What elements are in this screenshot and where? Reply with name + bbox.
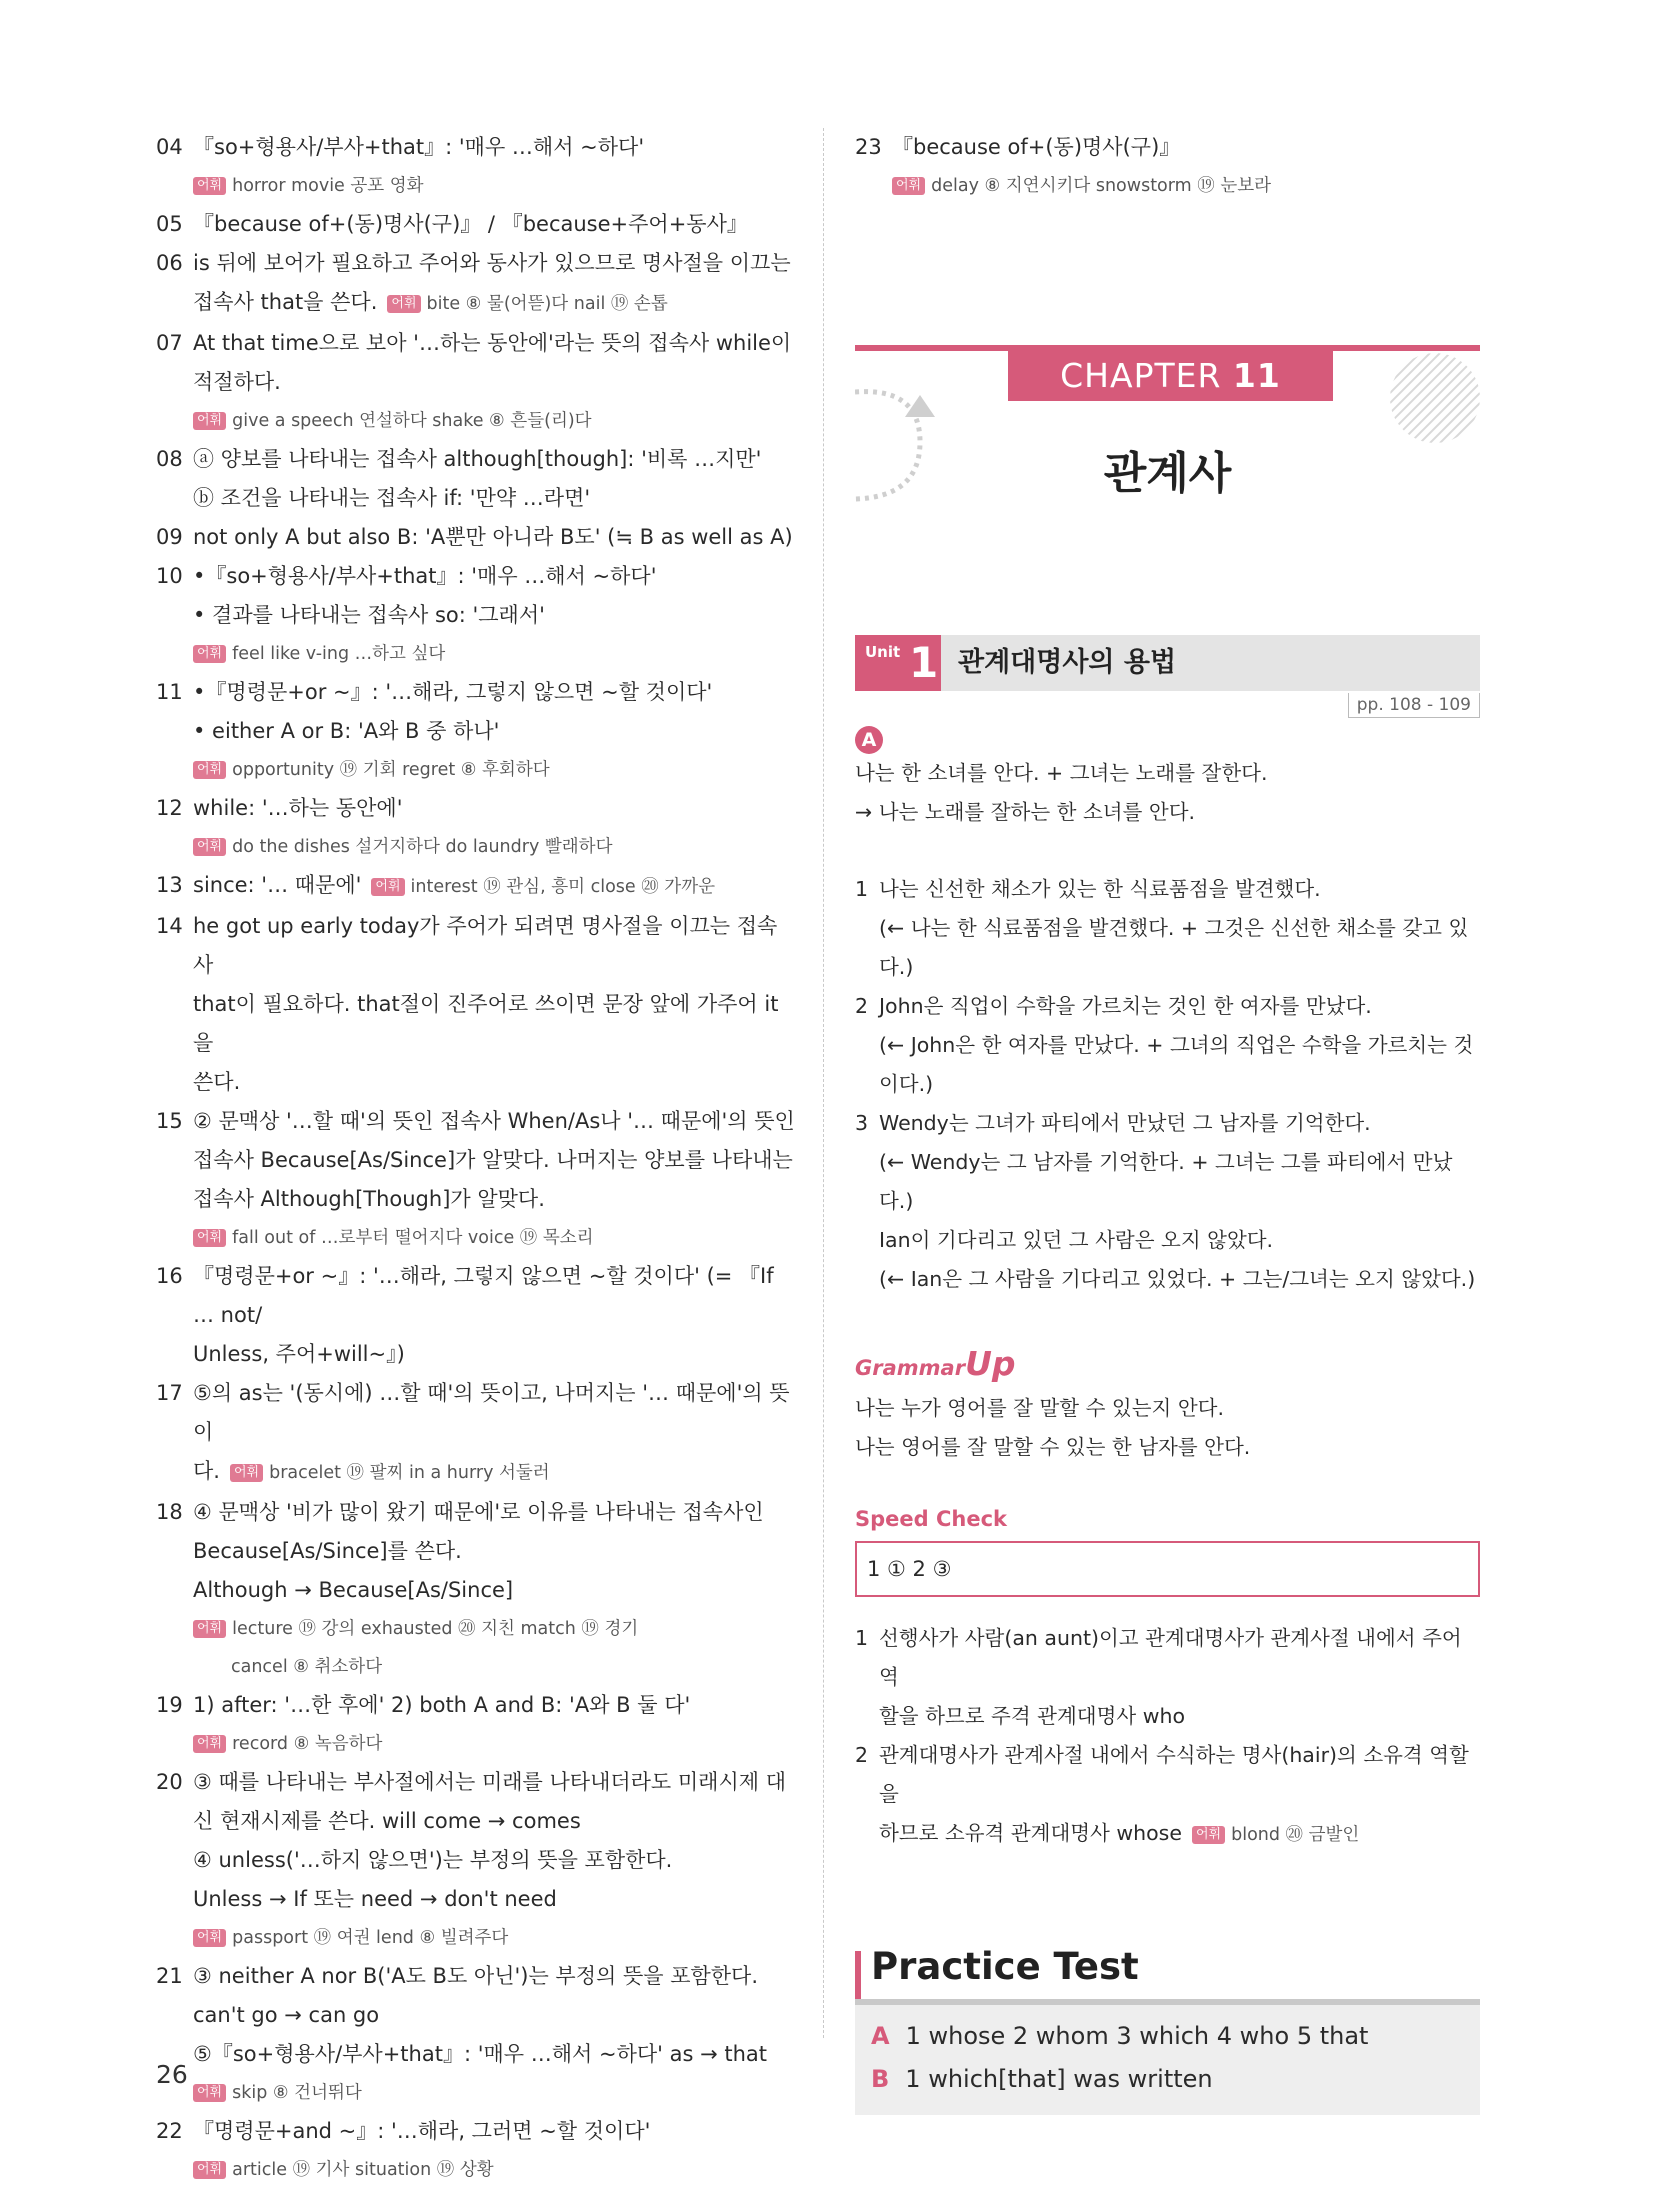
answer-line: 신 현재시제를 쓴다. will come → comes <box>193 1809 581 1833</box>
chapter-title: 관계사 <box>1103 448 1232 499</box>
practice-accent-bar <box>855 1951 861 1999</box>
answer-19 <box>156 1686 796 1725</box>
answer-line: since: '… 때문에' 어휘 interest ⑲ 관심, 흥미 close ⑳ 가까운 <box>193 873 716 897</box>
item-line: (← Wendy는 그 남자를 기억한다. + 그녀는 그를 파티에서 만났 <box>879 1150 1453 1174</box>
item-line: (← Ian은 그 사람을 기다리고 있었다. + 그는/그녀는 오지 않았다.) <box>879 1267 1476 1291</box>
right-column <box>855 128 1480 2115</box>
answer-number: 08 <box>156 447 183 471</box>
answer-line: Although → Because[As/Since] <box>193 1578 514 1602</box>
answer-number: 07 <box>156 331 183 355</box>
vocab-line <box>156 828 796 866</box>
hatch-decoration-icon <box>1390 353 1480 443</box>
unit-number: 1 <box>909 638 939 687</box>
answer-20 <box>156 1763 796 1919</box>
answer-line: Unless → If 또는 need → don't need <box>193 1887 557 1911</box>
answer-line: ⑤『so+형용사/부사+that』: '매우 …해서 ~하다' as → that <box>193 2042 767 2066</box>
vocab-tag: 어휘 <box>193 645 226 663</box>
unit-title: 관계대명사의 용법 <box>958 647 1177 678</box>
answer-16 <box>156 1257 796 1374</box>
answer-line: 『because of+(동)명사(구)』 <box>892 135 1181 159</box>
answer-number: 18 <box>156 1500 183 1524</box>
answer-line: not only A but also B: 'A뿐만 아니라 B도' (≒ B as well as A) <box>193 525 793 549</box>
chapter-tab <box>1008 351 1333 401</box>
section-a-badge: A <box>855 726 883 754</box>
answer-18 <box>156 1493 796 1610</box>
speed-check-answer: 1 ① 2 ③ <box>855 1541 1480 1597</box>
vocab-tag: 어휘 <box>193 1229 226 1247</box>
answer-line: •『so+형용사/부사+that』: '매우 …해서 ~하다' <box>193 564 657 588</box>
grammar-up-lines <box>855 1389 1480 1467</box>
answer-number: 13 <box>156 873 183 897</box>
vocab-text: blond ⑳ 금발인 <box>1231 1825 1360 1845</box>
vocab-tag: 어휘 <box>193 761 226 779</box>
vocab-line <box>156 1648 796 1686</box>
item-line: 선행사가 사람(an aunt)이고 관계대명사가 관계사절 내에서 주어 역 <box>879 1626 1462 1689</box>
speed-check-explanations <box>855 1619 1480 1855</box>
answer-line: can't go → can go <box>193 2003 380 2027</box>
item-number: 1 <box>855 877 869 901</box>
vocab-line <box>156 1219 796 1257</box>
answer-12 <box>156 789 796 828</box>
section-a-items <box>855 870 1480 1299</box>
vocab-tag: 어휘 <box>892 177 925 195</box>
page-range: pp. 108 - 109 <box>1348 693 1480 718</box>
answer-line: ④ 문맥상 '비가 많이 왔기 때문에'로 이유를 나타내는 접속사인 <box>193 1500 764 1524</box>
answer-number: 20 <box>156 1770 183 1794</box>
answer-line: • 결과를 나타내는 접속사 so: '그래서' <box>193 603 545 627</box>
practice-row-label: B <box>871 2065 890 2093</box>
item-line: 이다.) <box>879 1072 934 1096</box>
practice-row-text: 1 whose 2 whom 3 which 4 who 5 that <box>905 2022 1369 2050</box>
section-a <box>855 754 1480 1299</box>
item-line: John은 직업이 수학을 가르치는 것인 한 여자를 만났다. <box>879 994 1372 1018</box>
vocab-text: article ⑲ 기사 situation ⑲ 상황 <box>232 2160 494 2180</box>
speed-check-title: Speed Check <box>855 1507 1008 1531</box>
vocab-text: lecture ⑲ 강의 exhausted ⑳ 지친 match ⑲ 경기 <box>232 1619 639 1639</box>
vocab-tag: 어휘 <box>193 838 226 856</box>
vocab-tag: 어휘 <box>193 2084 226 2102</box>
vocab-line <box>156 635 796 673</box>
answer-04 <box>156 128 796 167</box>
answer-10 <box>156 557 796 635</box>
answer-15 <box>156 1102 796 1219</box>
section-a-item <box>855 987 1480 1104</box>
vocab-line <box>156 751 796 789</box>
answer-line: ⓑ 조건을 나타내는 접속사 if: '만약 …라면' <box>193 486 591 510</box>
answer-number: 15 <box>156 1109 183 1133</box>
answer-number: 17 <box>156 1381 183 1405</box>
answer-line: ④ unless('…하지 않으면')는 부정의 뜻을 포함한다. <box>193 1848 673 1872</box>
answer-line: 접속사 Because[As/Since]가 알맞다. 나머지는 양보를 나타내는 <box>193 1148 793 1172</box>
vocab-tag: 어휘 <box>193 177 226 195</box>
answer-11 <box>156 673 796 751</box>
answer-21 <box>156 1957 796 2074</box>
item-line: Wendy는 그녀가 파티에서 만났던 그 남자를 기억한다. <box>879 1111 1371 1135</box>
answer-line: is 뒤에 보어가 필요하고 주어와 동사가 있으므로 명사절을 이끄는 <box>193 251 791 275</box>
page-reference <box>855 693 1480 718</box>
answer-line: 『so+형용사/부사+that』: '매우 …해서 ~하다' <box>193 135 645 159</box>
practice-row-text: 1 which[that] was written <box>905 2065 1213 2093</box>
practice-row-b <box>871 2058 1464 2101</box>
answer-14 <box>156 907 796 1102</box>
vocab-tag: 어휘 <box>193 1620 226 1638</box>
answer-number: 12 <box>156 796 183 820</box>
inline-vocab <box>230 1463 550 1483</box>
vocab-text: horror movie 공포 영화 <box>232 176 424 196</box>
answer-line: 『명령문+and ~』: '…해라, 그러면 ~할 것이다' <box>193 2119 651 2143</box>
vocab-text: feel like v-ing …하고 싶다 <box>232 644 446 664</box>
grammar-up-up: Up <box>965 1344 1016 1383</box>
column-divider <box>823 128 824 2038</box>
answer-line: 접속사 Although[Though]가 알맞다. <box>193 1187 545 1211</box>
vocab-tag: 어휘 <box>371 878 404 896</box>
answer-line: 1) after: '…한 후에' 2) both A and B: 'A와 B 둘 다' <box>193 1693 691 1717</box>
vocab-line <box>156 1725 796 1763</box>
vocab-tag: 어휘 <box>230 1464 263 1482</box>
vocab-text: passport ⑲ 여권 lend ⑧ 빌려주다 <box>232 1928 509 1948</box>
example-line: 나는 한 소녀를 안다. + 그녀는 노래를 잘한다. <box>855 761 1268 785</box>
answer-line: 접속사 that을 쓴다. 어휘 bite ⑧ 물(어뜯)다 nail ⑲ 손톱 <box>193 290 668 314</box>
answer-line: 쓴다. <box>193 1070 241 1094</box>
item-line: 다.) <box>879 1189 914 1213</box>
answer-line: ⑤의 as는 '(동시에) …할 때'의 뜻이고, 나머지는 '… 때문에'의 뜻이 <box>193 1381 790 1444</box>
vocab-text: bracelet ⑲ 팔찌 in a hurry 서둘러 <box>269 1463 550 1483</box>
vocab-text: bite ⑧ 물(어뜯)다 nail ⑲ 손톱 <box>426 294 668 314</box>
vocab-tag: 어휘 <box>1192 1826 1225 1844</box>
answer-number: 22 <box>156 2119 183 2143</box>
example-line: → 나는 노래를 잘하는 한 소녀를 안다. <box>855 800 1196 824</box>
answer-line: Unless, 주어+will~』) <box>193 1342 405 1366</box>
grammar-up-line: 나는 영어를 잘 말할 수 있는 한 남자를 안다. <box>855 1435 1251 1459</box>
answer-line: 『because of+(동)명사(구)』 / 『because+주어+동사』 <box>193 212 748 236</box>
answer-05 <box>156 205 796 244</box>
vocab-tag: 어휘 <box>387 295 420 313</box>
item-number: 2 <box>855 994 869 1018</box>
section-a-item <box>855 1104 1480 1299</box>
practice-test-answers <box>855 2005 1480 2115</box>
item-line: Ian이 기다리고 있던 그 사람은 오지 않았다. <box>879 1228 1274 1252</box>
item-line: (← 나는 한 식료품점을 발견했다. + 그것은 신선한 채소를 갖고 있다.) <box>879 916 1469 979</box>
item-line: (← John은 한 여자를 만났다. + 그녀의 직업은 수학을 가르치는 것 <box>879 1033 1474 1057</box>
chapter-header <box>855 345 1480 635</box>
vocab-text: cancel ⑧ 취소하다 <box>231 1657 383 1677</box>
item-line: 하므로 소유격 관계대명사 whose 어휘 blond ⑳ 금발인 <box>879 1821 1360 1845</box>
answer-line: 다. 어휘 bracelet ⑲ 팔찌 in a hurry 서둘러 <box>193 1459 550 1483</box>
answer-number: 05 <box>156 212 183 236</box>
answer-line: ③ 때를 나타내는 부사절에서는 미래를 나타내더라도 미래시제 대 <box>193 1770 786 1794</box>
chapter-number: 11 <box>1232 356 1281 395</box>
vocab-line <box>156 2074 796 2112</box>
inline-vocab <box>387 294 667 314</box>
vocab-text: skip ⑧ 건너뛰다 <box>232 2083 362 2103</box>
answer-line: At that time으로 보아 '…하는 동안에'라는 뜻의 접속사 while이 <box>193 331 792 355</box>
unit-label: Unit <box>865 643 901 661</box>
answer-line: •『명령문+or ~』: '…해라, 그렇지 않으면 ~할 것이다' <box>193 680 713 704</box>
vocab-line <box>156 2151 796 2189</box>
answer-07 <box>156 324 796 402</box>
section-a-item <box>855 870 1480 987</box>
practice-test-heading <box>855 1945 1480 1997</box>
chapter-label: CHAPTER <box>1060 356 1222 395</box>
answer-line: ⓐ 양보를 나타내는 접속사 although[though]: '비록 …지만' <box>193 447 762 471</box>
answer-line: ③ neither A nor B('A도 B도 아닌')는 부정의 뜻을 포함한다. <box>193 1964 759 1988</box>
answer-number: 04 <box>156 135 183 159</box>
answer-line: he got up early today가 주어가 되려면 명사절을 이끄는 접속사 <box>193 914 778 977</box>
answer-line: 『명령문+or ~』: '…해라, 그렇지 않으면 ~할 것이다' (= 『If … not/ <box>193 1264 774 1327</box>
unit-badge <box>855 635 941 691</box>
answer-number: 14 <box>156 914 183 938</box>
answer-line: • either A or B: 'A와 B 중 하나' <box>193 719 500 743</box>
answer-line: while: '…하는 동안에' <box>193 796 403 820</box>
answer-number: 10 <box>156 564 183 588</box>
answer-09 <box>156 518 796 557</box>
vocab-line <box>156 167 796 205</box>
answer-line: Because[As/Since]를 쓴다. <box>193 1539 462 1563</box>
answer-08 <box>156 440 796 518</box>
item-line: 나는 신선한 채소가 있는 한 식료품점을 발견했다. <box>879 877 1321 901</box>
vocab-line <box>855 167 1480 205</box>
vocab-text: delay ⑧ 지연시키다 snowstorm ⑲ 눈보라 <box>931 176 1272 196</box>
inline-vocab <box>1192 1825 1359 1845</box>
answer-13 <box>156 866 796 907</box>
practice-row-a <box>871 2015 1464 2058</box>
grammar-up-heading <box>855 1344 1480 1383</box>
item-number: 1 <box>855 1626 869 1650</box>
vocab-text: opportunity ⑲ 기회 regret ⑧ 후회하다 <box>232 760 550 780</box>
item-number: 2 <box>855 1743 869 1767</box>
answer-line: ② 문맥상 '…할 때'의 뜻인 접속사 When/As나 '… 때문에'의 뜻인 <box>193 1109 795 1133</box>
unit-header <box>855 635 1480 691</box>
answer-line: 적절하다. <box>193 370 281 394</box>
vocab-text: interest ⑲ 관심, 흥미 close ⑳ 가까운 <box>410 877 716 897</box>
answer-line: that이 필요하다. that절이 진주어로 쓰이면 문장 앞에 가주어 it을 <box>193 992 779 1055</box>
item-line: 할을 하므로 주격 관계대명사 who <box>879 1704 1186 1728</box>
answer-number: 16 <box>156 1264 183 1288</box>
answer-17 <box>156 1374 796 1493</box>
answer-number: 11 <box>156 680 183 704</box>
vocab-tag: 어휘 <box>193 1929 226 1947</box>
answer-number: 19 <box>156 1693 183 1717</box>
answer-number: 09 <box>156 525 183 549</box>
item-number: 3 <box>855 1111 869 1135</box>
answer-22 <box>156 2112 796 2151</box>
speed-check-item <box>855 1619 1480 1736</box>
answer-number: 06 <box>156 251 183 275</box>
item-line: 관계대명사가 관계사절 내에서 수식하는 명사(hair)의 소유격 역할을 <box>879 1743 1469 1806</box>
vocab-line <box>156 1919 796 1957</box>
vocab-tag: 어휘 <box>193 412 226 430</box>
practice-row-label: A <box>871 2022 890 2050</box>
left-answer-column <box>156 128 796 2189</box>
grammar-up-line: 나는 누가 영어를 잘 말할 수 있는지 안다. <box>855 1396 1224 1420</box>
vocab-tag: 어휘 <box>193 1735 226 1753</box>
vocab-text: give a speech 연설하다 shake ⑧ 흔들(리)다 <box>232 411 592 431</box>
vocab-line <box>156 1610 796 1648</box>
answer-23 <box>855 128 1480 167</box>
page-number: 26 <box>156 2060 188 2089</box>
speed-check-item <box>855 1736 1480 1855</box>
vocab-text: record ⑧ 녹음하다 <box>232 1734 383 1754</box>
vocab-tag: 어휘 <box>193 2161 226 2179</box>
grammar-up-label: Grammar <box>855 1356 966 1380</box>
answer-06 <box>156 244 796 324</box>
vocab-line <box>156 402 796 440</box>
practice-test-title: Practice Test <box>871 1945 1139 1988</box>
answer-number: 21 <box>156 1964 183 1988</box>
vocab-text: fall out of …로부터 떨어지다 voice ⑲ 목소리 <box>232 1228 594 1248</box>
inline-vocab <box>371 877 715 897</box>
vocab-text: do the dishes 설거지하다 do laundry 빨래하다 <box>232 837 613 857</box>
answer-number: 23 <box>855 135 882 159</box>
